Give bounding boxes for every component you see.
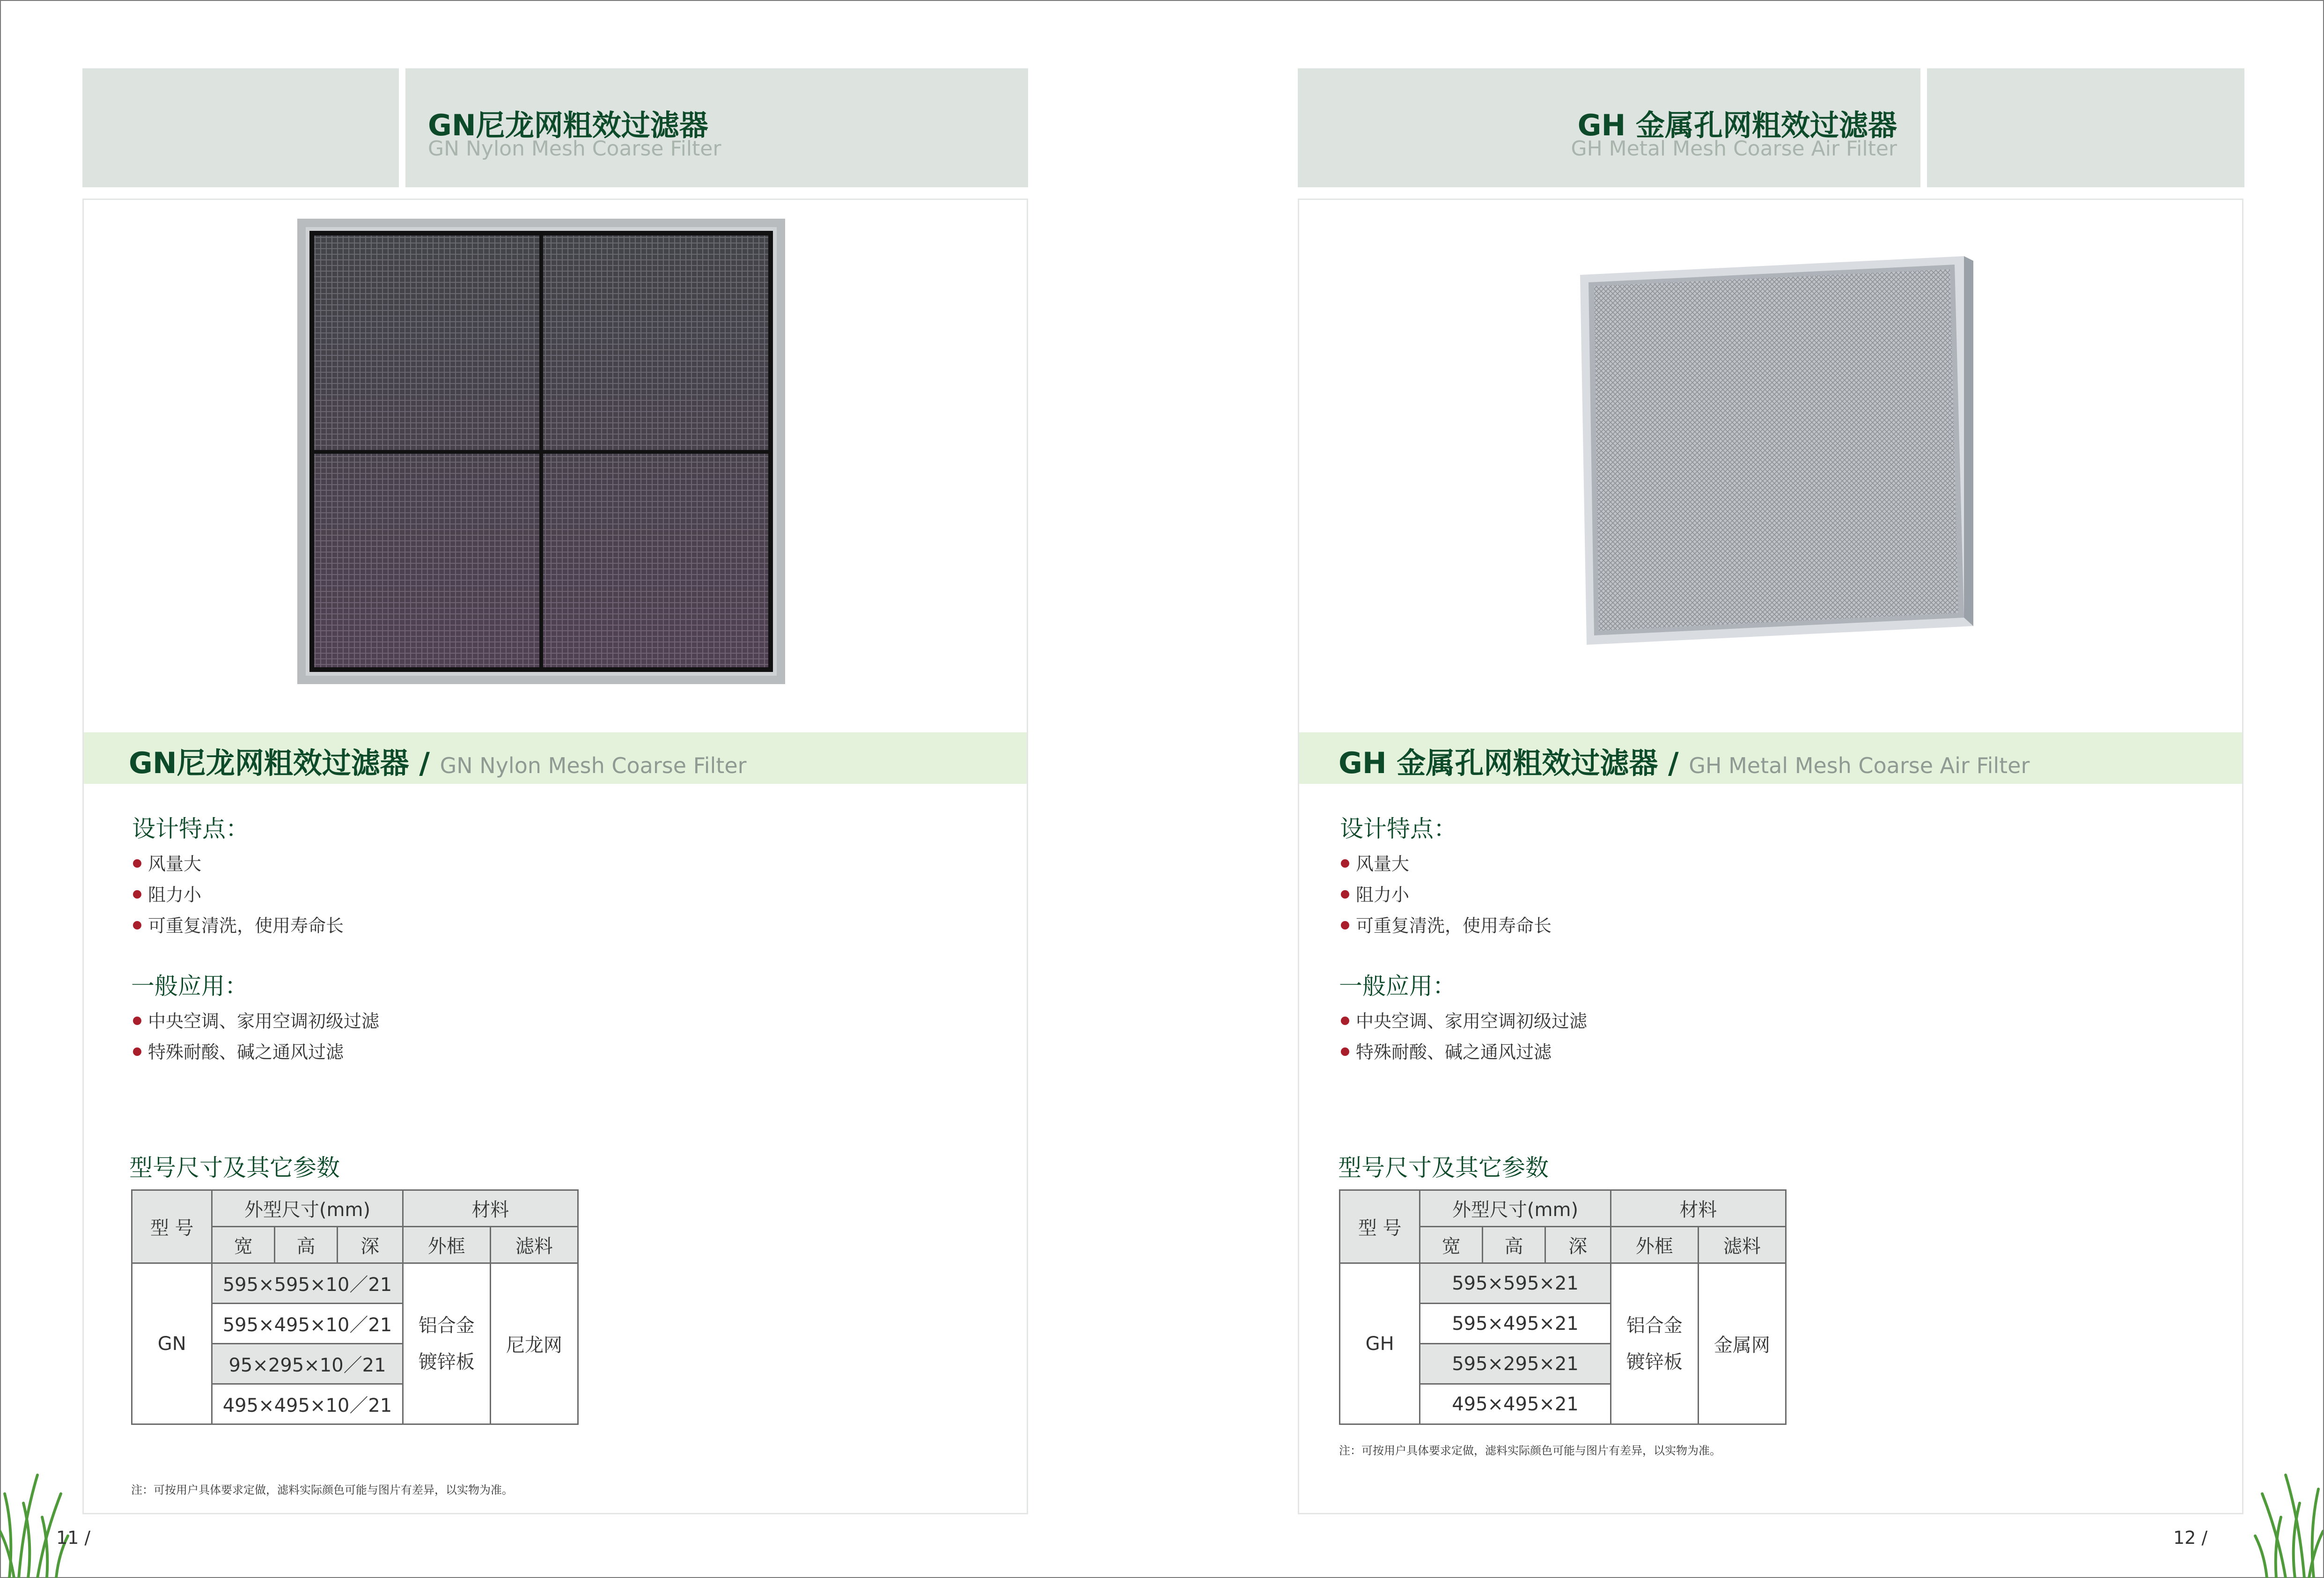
design-feature-item: 风量大: [133, 849, 201, 875]
application-item: 特殊耐酸、碱之通风过滤: [133, 1038, 344, 1063]
sub-media-header: 滤料: [490, 1227, 578, 1263]
design-feature-item: 风量大: [1341, 849, 1409, 875]
bullet-dot-icon: [133, 890, 141, 899]
size-cell: 595×595×21: [1420, 1263, 1611, 1304]
product-title-band: [1299, 732, 2242, 784]
spec-table: [1339, 1189, 1787, 1425]
application-item: 特殊耐酸、碱之通风过滤: [1341, 1038, 1552, 1063]
design-feature-item: 阻力小: [1341, 880, 1409, 906]
header-title-cn: GH 金属孔网粗效过滤器: [1577, 108, 1897, 142]
sub-height-header: 高: [1483, 1227, 1545, 1263]
grass-decoration-icon: [0, 1466, 70, 1578]
size-cell: 495×495×21: [1420, 1384, 1611, 1424]
band-separator: /: [1668, 746, 1679, 780]
col-material-header: 材料: [403, 1190, 578, 1227]
size-cell: 595×295×21: [1420, 1344, 1611, 1384]
header-block-right: [1927, 68, 2244, 187]
col-model-header: 型 号: [1340, 1190, 1420, 1263]
col-material-header: 材料: [1611, 1190, 1786, 1227]
design-features-heading: 设计特点：: [1340, 815, 1457, 842]
page-number: 12 /: [2173, 1527, 2208, 1548]
bullet-dot-icon: [133, 921, 141, 929]
band-title-en: GN Nylon Mesh Coarse Filter: [440, 753, 747, 778]
frame-material-cell: 铝合金 镀锌板: [403, 1263, 490, 1424]
header-block-left: [82, 68, 399, 187]
bullet-dot-icon: [133, 1017, 141, 1025]
applications-heading: 一般应用：: [1339, 973, 1456, 1000]
col-model-header: 型 号: [132, 1190, 212, 1263]
spec-heading: 型号尺寸及其它参数: [1338, 1154, 1549, 1181]
band-title-cn: GN尼龙网粗效过滤器: [129, 746, 409, 780]
sub-depth-header: 深: [337, 1227, 403, 1263]
size-cell: 495×495×10／21: [212, 1384, 403, 1424]
band-title-en: GH Metal Mesh Coarse Air Filter: [1689, 753, 2030, 778]
bullet-dot-icon: [133, 1047, 141, 1056]
size-cell: 95×295×10／21: [212, 1344, 403, 1384]
col-size-header: 外型尺寸(mm): [1420, 1190, 1611, 1227]
band-title: [1339, 740, 2030, 782]
band-title: [129, 740, 747, 782]
grass-decoration-icon: [2253, 1461, 2323, 1578]
bullet-dot-icon: [1341, 859, 1349, 868]
media-material-cell: 金属网: [1698, 1263, 1786, 1424]
bullet-dot-icon: [1341, 1047, 1349, 1056]
bullet-dot-icon: [133, 859, 141, 868]
header-title-block: [405, 68, 1028, 187]
design-feature-item: 可重复清洗，使用寿命长: [1341, 911, 1552, 937]
sub-frame-header: 外框: [1611, 1227, 1698, 1263]
band-title-cn: GH 金属孔网粗效过滤器: [1339, 746, 1658, 780]
sub-height-header: 高: [275, 1227, 338, 1263]
header-title-block: [1298, 68, 1920, 187]
bullet-dot-icon: [1341, 921, 1349, 929]
page-right: [1162, 0, 2324, 1578]
band-separator: /: [419, 746, 430, 780]
spec-table: [131, 1189, 579, 1425]
design-features-heading: 设计特点：: [132, 815, 249, 842]
sub-media-header: 滤料: [1698, 1227, 1786, 1263]
size-cell: 595×595×10／21: [212, 1263, 403, 1304]
page-number: 11 /: [56, 1527, 91, 1548]
footnote: 注：可按用户具体要求定做，滤料实际颜色可能与图片有差异，以实物为准。: [131, 1483, 513, 1497]
spec-heading: 型号尺寸及其它参数: [129, 1154, 340, 1181]
media-material-cell: 尼龙网: [490, 1263, 578, 1424]
metal-filter-image: [1580, 256, 1973, 659]
sub-width-header: 宽: [212, 1227, 275, 1263]
col-size-header: 外型尺寸(mm): [212, 1190, 403, 1227]
header-title-cn: GN尼龙网粗效过滤器: [428, 108, 708, 142]
nylon-filter-image: [295, 218, 787, 686]
model-cell: GH: [1340, 1263, 1420, 1424]
size-cell: 595×495×10／21: [212, 1304, 403, 1344]
sub-width-header: 宽: [1420, 1227, 1483, 1263]
sub-frame-header: 外框: [403, 1227, 490, 1263]
size-cell: 595×495×21: [1420, 1304, 1611, 1344]
footnote: 注：可按用户具体要求定做，滤料实际颜色可能与图片有差异，以实物为准。: [1339, 1444, 1721, 1457]
application-item: 中央空调、家用空调初级过滤: [133, 1007, 379, 1032]
product-title-band: [84, 732, 1027, 784]
design-feature-item: 阻力小: [133, 880, 201, 906]
bullet-dot-icon: [1341, 1017, 1349, 1025]
design-feature-item: 可重复清洗，使用寿命长: [133, 911, 344, 937]
bullet-dot-icon: [1341, 890, 1349, 899]
header-title-en: GN Nylon Mesh Coarse Filter: [428, 137, 721, 161]
applications-heading: 一般应用：: [131, 973, 248, 1000]
sub-depth-header: 深: [1545, 1227, 1611, 1263]
frame-material-cell: 铝合金 镀锌板: [1611, 1263, 1698, 1424]
application-item: 中央空调、家用空调初级过滤: [1341, 1007, 1587, 1032]
model-cell: GN: [132, 1263, 212, 1424]
header-title-en: GH Metal Mesh Coarse Air Filter: [1571, 137, 1897, 161]
